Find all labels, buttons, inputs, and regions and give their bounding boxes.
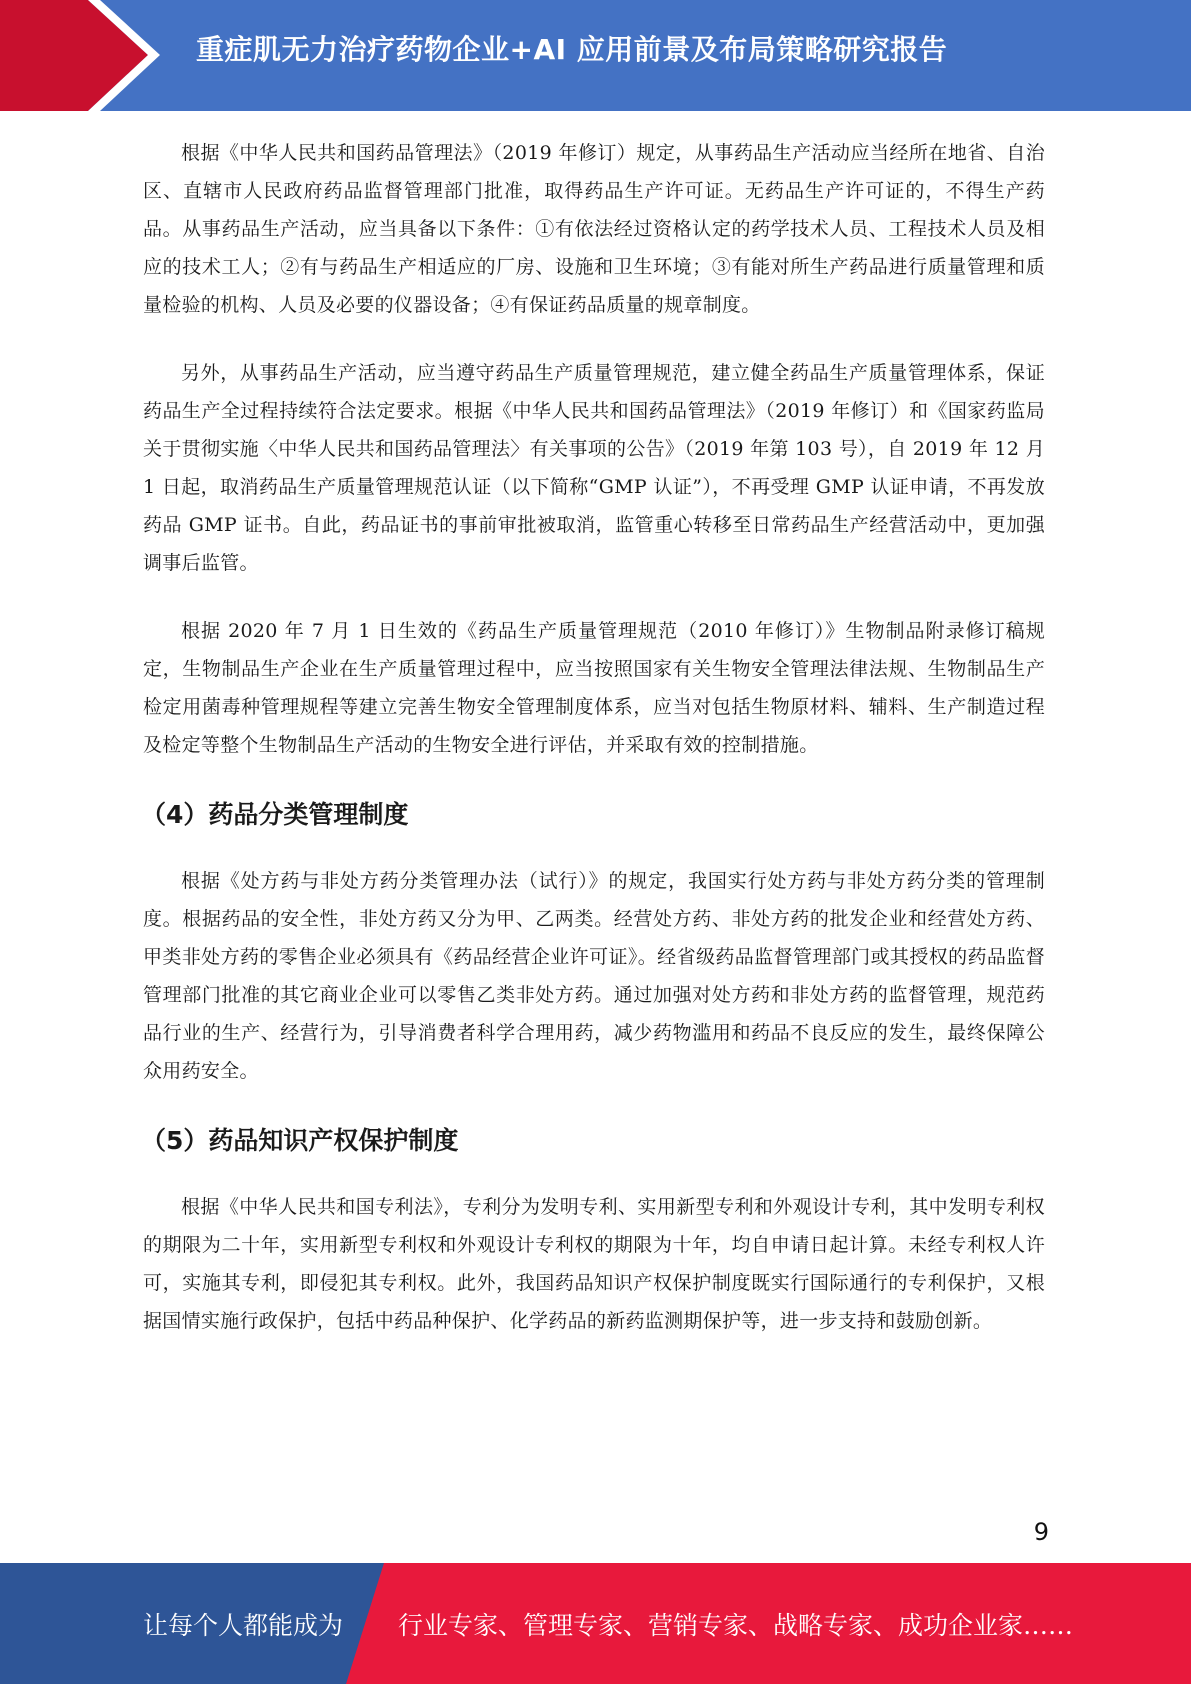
page-number: 9 — [1033, 1518, 1049, 1546]
footer-slogan-left: 让每个人都能成为 — [143, 1611, 344, 1640]
paragraph-classification: 根据《处方药与非处方药分类管理办法（试行）》的规定，我国实行处方药与非处方药分类的管理制度。根据药品的安全性，非处方药又分为甲、乙两类。经营处方药、非处方药的批发企业和经营处方药、甲类非处方药的零售企业必须具有《药品经营企业许可证》。经省级药品监督管理部门或其授权的药品监督管理部门批准的其它商业企业可以零售乙类非处方药。通过加强对处方药和非处方药的监督管理，规范药品行业的生产、经营行为，引导消费者科学合理用药，减少药物滥用和药品不良反应的发生，最终保障公众用药安全。 — [143, 870, 1045, 1082]
paragraph-ip-protection: 根据《中华人民共和国专利法》，专利分为发明专利、实用新型专利和外观设计专利，其中发明专利权的期限为二十年，实用新型专利权和外观设计专利权的期限为十年，均自申请日起计算。未经专利权人许可，实施其专利，即侵犯其专利权。此外，我国药品知识产权保护制度既实行国际通行的专利保护，又根据国情实施行政保护，包括中药品种保护、化学药品的新药监测期保护等，进一步支持和鼓励创新。 — [143, 1196, 1045, 1332]
page-content — [143, 134, 1045, 1340]
footer-slogan-right: 行业专家、管理专家、营销专家、战略专家、成功企业家…… — [398, 1611, 1074, 1640]
paragraph-drug-production-license: 根据《中华人民共和国药品管理法》（2019 年修订）规定，从事药品生产活动应当经所在地省、自治区、直辖市人民政府药品监督管理部门批准，取得药品生产许可证。无药品生产许可证的，不得生产药品。从事药品生产活动，应当具备以下条件：①有依法经过资格认定的药学技术人员、工程技术人员及相应的技术工人；②有与药品生产相适应的厂房、设施和卫生环境；③有能对所生产药品进行质量管理和质量检验的机构、人员及必要的仪器设备；④有保证药品质量的规章制度。 — [143, 142, 1045, 316]
paragraph-gmp-regulation: 另外，从事药品生产活动，应当遵守药品生产质量管理规范，建立健全药品生产质量管理体系，保证药品生产全过程持续符合法定要求。根据《中华人民共和国药品管理法》（2019 年修订）和《国家药监局关于贯彻实施〈中华人民共和国药品管理法〉有关事项的公告》（2019 年第 103 号），自 2019 年 12 月 1 日起，取消药品生产质量管理规范认证（以下简称“GMP 认证”），不再受理 GMP 认证申请，不再发放药品 GMP 证书。自此，药品证书的事前审批被取消，监管重心转移至日常药品生产经营活动中，更加强调事后监管。 — [143, 362, 1045, 574]
page-footer — [0, 1563, 1191, 1684]
paragraph-biologics-appendix: 根据 2020 年 7 月 1 日生效的《药品生产质量管理规范（2010 年修订）》生物制品附录修订稿规定，生物制品生产企业在生产质量管理过程中，应当按照国家有关生物安全管理法律法规、生物制品生产检定用菌毒种管理规程等建立完善生物安全管理制度体系，应当对包括生物原材料、辅料、生产制造过程及检定等整个生物制品生产活动的生物安全进行评估，并采取有效的控制措施。 — [143, 620, 1045, 756]
report-title: 重症肌无力治疗药物企业+AI 应用前景及布局策略研究报告 — [196, 33, 948, 66]
section-heading-ip-protection: （5）药品知识产权保护制度 — [141, 1126, 459, 1155]
page-header — [0, 0, 1191, 111]
section-heading-classification: （4）药品分类管理制度 — [141, 800, 409, 829]
